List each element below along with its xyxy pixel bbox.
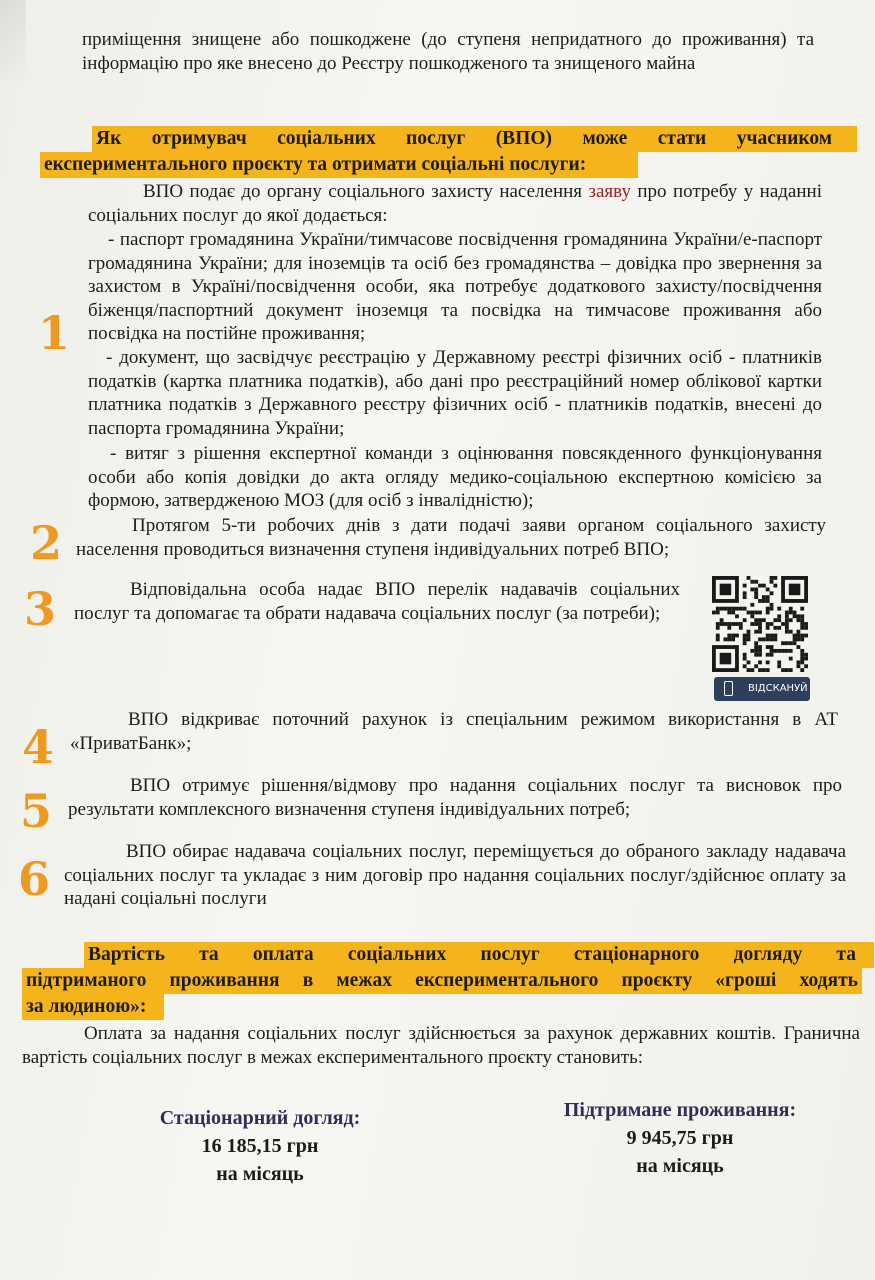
page-fold-shadow bbox=[0, 0, 26, 80]
intro-paragraph: приміщення знищене або пошкоджене (до ступеня непридатного до проживання) та інформацію про яке внесено до Реєстру пошкодженого та знищеного майна bbox=[82, 29, 814, 74]
step1-lead bbox=[88, 180, 822, 227]
phone-icon bbox=[724, 681, 733, 696]
scan-badge bbox=[714, 677, 810, 701]
step-number-5: 5 bbox=[20, 784, 53, 838]
cost-stationary-title: Стаціонарний догляд: bbox=[159, 1107, 361, 1129]
application-link-text: заяву bbox=[588, 181, 631, 202]
step4-text: ВПО відкриває поточний рахунок із спеціальним режимом використання в АТ «ПриватБанк»; bbox=[70, 709, 838, 754]
cost-supported-title: Підтримане проживання: bbox=[563, 1099, 797, 1121]
section1-heading-line2: експериментального проєкту та отримати соціальні послуги: bbox=[44, 154, 587, 175]
cost-stationary-amount: 16 185,15 грн bbox=[201, 1135, 319, 1157]
section2-paragraph: Оплата за надання соціальних послуг здійснюється за рахунок державних коштів. Гранична вартість соціальних послуг в межах експериментального проєкту становить: bbox=[22, 1023, 860, 1068]
step1-bullet-tax-number: - документ, що засвідчує реєстрацію у Державному реєстрі фізичних осіб - платників податків (картка платника податків), або дані про реєстраційний номер облікової картки платника податків з Державного реєстру фізичних осіб - платників податків, внесені до паспорта громадянина України; bbox=[88, 347, 822, 439]
cost-stationary-care bbox=[130, 1104, 390, 1188]
section2-heading-line1: Вартість та оплата соціальних послуг стаціонарного догляду та bbox=[88, 944, 856, 965]
step1-bullet-passport: - паспорт громадянина України/тимчасове посвідчення громадянина України/е-паспорт громадянина України; для іноземців та осіб без громадянства – довідка про звернення за захистом в Україні/посвідчення особи, яка потребує додаткового захисту/посвідчення біженця/паспортний документ іноземця та посвідка на тимчасове проживання або посвідка на постійне проживання; bbox=[88, 229, 822, 344]
step5-text: ВПО отримує рішення/відмову про надання соціальних послуг та висновок про результати комплексного визначення ступеня індивідуальних потреб; bbox=[68, 775, 842, 820]
step-number-6: 6 bbox=[18, 852, 51, 906]
section1-heading-line1: Як отримувач соціальних послуг (ВПО) може стати учасником bbox=[96, 128, 832, 149]
step-number-2: 2 bbox=[30, 516, 63, 570]
qr-code-image[interactable] bbox=[712, 576, 808, 672]
step3-text: Відповідальна особа надає ВПО перелік надавачів соціальних послуг та допомагає та обрати надавача соціальних послуг (за потреби); bbox=[74, 579, 680, 624]
cost-supported-period: на місяць bbox=[636, 1155, 724, 1177]
step1-lead-after: про потребу у наданні соціальних послуг до якої додається: bbox=[88, 181, 822, 226]
step1-bullet-expert-decision: - витяг з рішення експертної команди з оцінювання повсякденного функціонування особи або копія довідки до акта огляду медико-соціальною експертною комісією за формою, затвердженою МОЗ (для осіб з інвалідністю); bbox=[88, 443, 822, 511]
scan-caption: ВІДСКАНУЙ bbox=[748, 683, 808, 694]
section2-heading-line2: підтриманого проживання в межах експериментального проєкту «гроші ходять bbox=[26, 970, 858, 991]
step6-text: ВПО обирає надавача соціальних послуг, переміщується до обраного закладу надавача соціальних послуг та укладає з ним договір про надання соціальних послуг/здійснює оплату за надані соціальні послуги bbox=[64, 841, 846, 909]
cost-supported-amount: 9 945,75 грн bbox=[626, 1127, 734, 1149]
step-number-4: 4 bbox=[22, 720, 55, 774]
step1-lead-before: ВПО подає до органу соціального захисту населення bbox=[143, 181, 589, 202]
step-number-1: 1 bbox=[38, 306, 71, 360]
cost-stationary-period: на місяць bbox=[216, 1163, 304, 1185]
cost-supported-living bbox=[540, 1096, 820, 1180]
step-number-3: 3 bbox=[24, 582, 57, 636]
step2-text: Протягом 5-ти робочих днів з дати подачі заяви органом соціального захисту населення проводиться визначення ступеня індивідуальних потреб ВПО; bbox=[76, 515, 826, 560]
qr-code[interactable] bbox=[712, 576, 812, 672]
section2-heading-line3: за людиною»: bbox=[26, 996, 147, 1017]
